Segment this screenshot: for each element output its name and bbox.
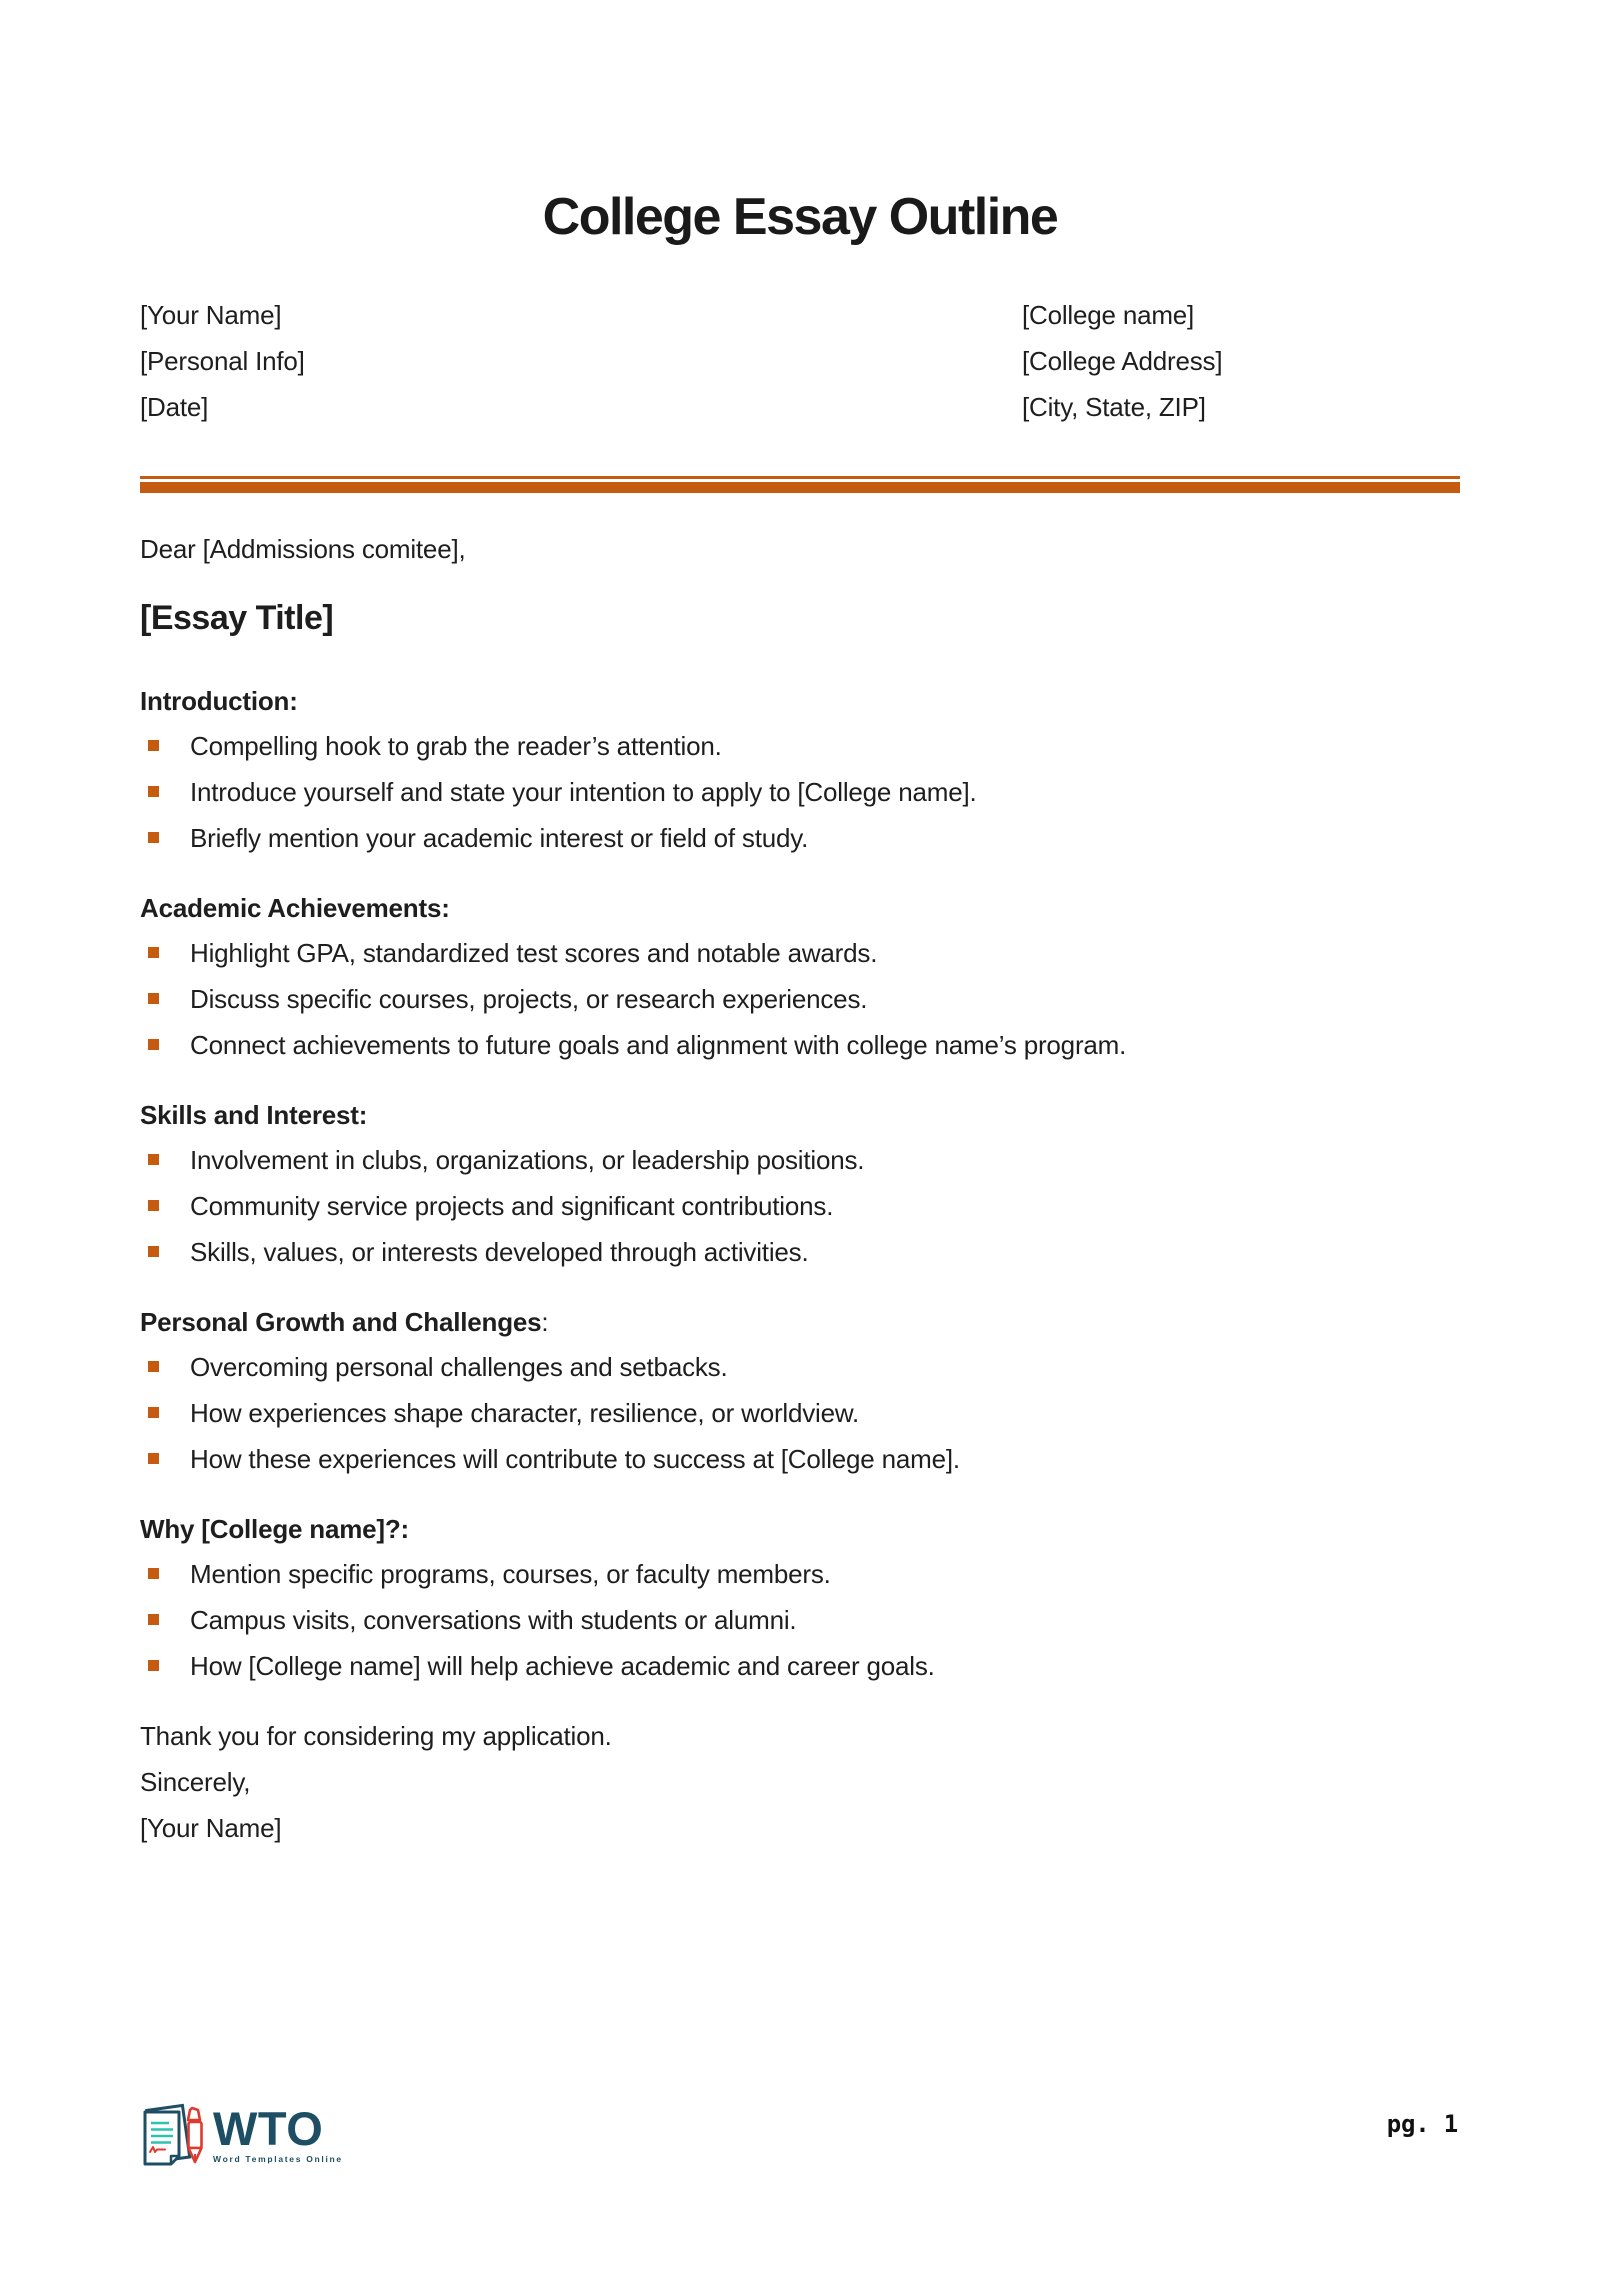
section-heading-introduction bbox=[140, 681, 1460, 721]
closing-thanks-line: Thank you for considering my application. bbox=[140, 1721, 612, 1751]
bullet-item: Overcoming personal challenges and setbacks. bbox=[140, 1344, 1460, 1390]
letter-header bbox=[140, 292, 1460, 430]
bullet-item: Introduce yourself and state your intention to apply to [College name]. bbox=[140, 769, 1460, 815]
bullet-item: How [College name] will help achieve academic and career goals. bbox=[140, 1643, 1460, 1689]
bullet-item: Involvement in clubs, organizations, or leadership positions. bbox=[140, 1137, 1460, 1183]
section-heading-suffix: : bbox=[541, 1307, 549, 1337]
bullet-item: Skills, values, or interests developed through activities. bbox=[140, 1229, 1460, 1275]
college-address-field: [College Address] bbox=[1022, 346, 1223, 376]
bullet-item: How these experiences will contribute to success at [College name]. bbox=[140, 1436, 1460, 1482]
bullet-item: How experiences shape character, resilience, or worldview. bbox=[140, 1390, 1460, 1436]
bullet-item: Community service projects and significant contributions. bbox=[140, 1183, 1460, 1229]
essay-title: [Essay Title] bbox=[140, 599, 334, 637]
college-city-field: [City, State, ZIP] bbox=[1022, 392, 1206, 422]
recipient-block bbox=[1022, 292, 1460, 430]
section-heading-academic-achievements bbox=[140, 888, 1460, 928]
date-field: [Date] bbox=[140, 392, 209, 422]
closing-block bbox=[140, 1713, 1460, 1851]
bullet-item: Connect achievements to future goals and alignment with college name’s program. bbox=[140, 1022, 1460, 1068]
bullet-list-why-college bbox=[140, 1551, 1460, 1689]
wto-logo-tagline: Word Templates Online bbox=[213, 2154, 343, 2164]
bullet-item: Highlight GPA, standardized test scores and notable awards. bbox=[140, 930, 1460, 976]
bullet-item: Discuss specific courses, projects, or research experiences. bbox=[140, 976, 1460, 1022]
divider-thin-line bbox=[140, 476, 1460, 479]
bullet-item: Mention specific programs, courses, or faculty members. bbox=[140, 1551, 1460, 1597]
section-heading-text: Personal Growth and Challenges bbox=[140, 1307, 542, 1337]
bullet-list-introduction bbox=[140, 723, 1460, 861]
sender-info-field: [Personal Info] bbox=[140, 346, 305, 376]
section-heading-text: Skills and Interest: bbox=[140, 1100, 368, 1130]
section-heading-text: Introduction: bbox=[140, 686, 298, 716]
bullet-item: Briefly mention your academic interest or field of study. bbox=[140, 815, 1460, 861]
section-heading-text: Academic Achievements: bbox=[140, 893, 450, 923]
bullet-list-personal-growth bbox=[140, 1344, 1460, 1482]
bullet-item: Compelling hook to grab the reader’s attention. bbox=[140, 723, 1460, 769]
section-heading-why-college bbox=[140, 1509, 1460, 1549]
bullet-item: Campus visits, conversations with students or alumni. bbox=[140, 1597, 1460, 1643]
wto-logo-acronym: WTO bbox=[213, 2102, 324, 2155]
closing-sincerely-line: Sincerely, bbox=[140, 1767, 251, 1797]
closing-signature-line: [Your Name] bbox=[140, 1813, 282, 1843]
page-number-label: pg. 1 bbox=[1386, 2110, 1458, 2138]
section-heading-personal-growth bbox=[140, 1302, 1460, 1342]
wto-logo-text bbox=[213, 2100, 343, 2164]
sender-block bbox=[140, 292, 1022, 430]
bullet-list-skills-interest bbox=[140, 1137, 1460, 1275]
wto-logo bbox=[142, 2100, 343, 2180]
section-heading-skills-interest bbox=[140, 1095, 1460, 1135]
page-title: College Essay Outline bbox=[542, 188, 1058, 246]
college-name-field: [College name] bbox=[1022, 300, 1195, 330]
divider-thick-line bbox=[140, 482, 1460, 493]
document-and-pen-icon bbox=[142, 2100, 208, 2180]
section-heading-text: Why [College name]?: bbox=[140, 1514, 410, 1544]
sender-name-field: [Your Name] bbox=[140, 300, 282, 330]
divider-rule bbox=[140, 476, 1460, 493]
greeting-line: Dear [Addmissions comitee], bbox=[140, 534, 466, 564]
bullet-list-academic-achievements bbox=[140, 930, 1460, 1068]
